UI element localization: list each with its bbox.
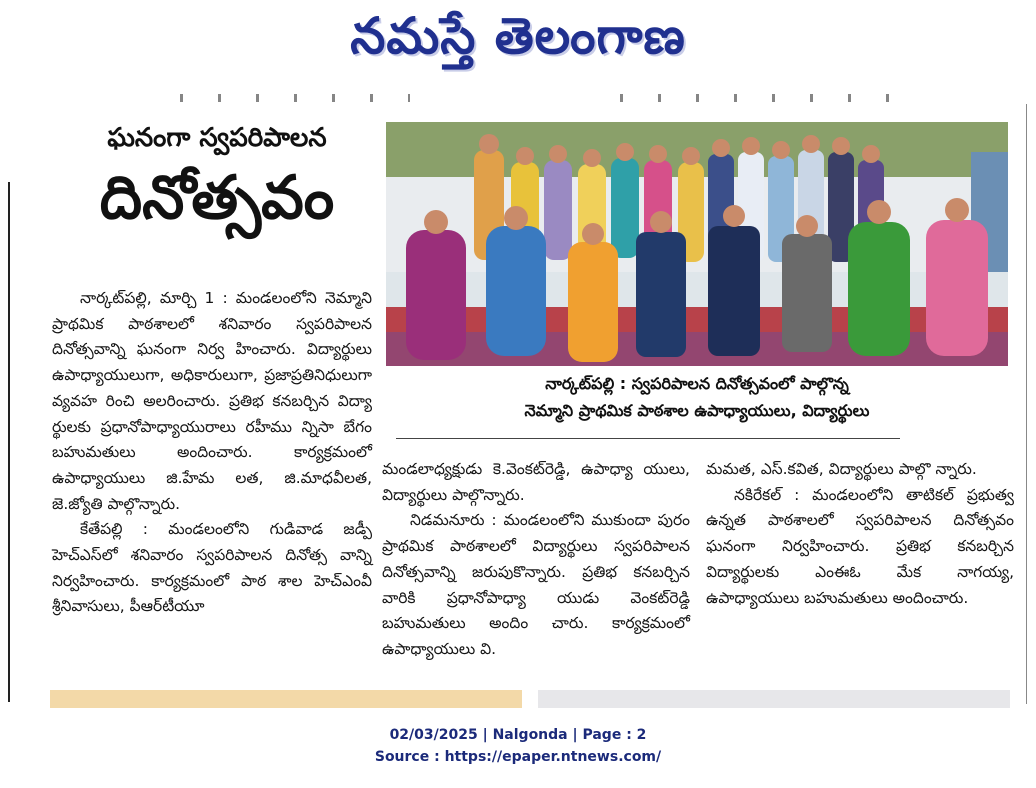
- article-paragraph: నకిరేకల్ : మండలంలోని తాటికల్ ప్రభుత్వ ఉన్నత పాఠశాలలో స్వపరిపాలన దినోత్సవం ఘనంగా నిర్వహించారు. ప్రతిభ కనబర్చిన విద్యార్థులకు ఎంఈఓ మేక నాగయ్య, ఉపాధ్యాయులు బహుమతులు అందించారు.: [706, 485, 1014, 607]
- footer-source-link[interactable]: Source : https://epaper.ntnews.com/: [374, 749, 662, 765]
- article-paragraph: నిడమనూరు : మండలంలోని ముకుందా పురం ప్రాథమిక పాఠశాలలో విద్యార్థులు స్వపరిపాలన దినోత్సవాన్ని జరుపుకొన్నారు. ప్రతిభ కనబర్చిన వారికి ప్రధానోపాధ్యా యుడు వెంకట్‌రెడ్డి బహుమతులు అందిం చారు. కార్యక్రమంలో ఉపాధ్యాయులు వి.: [382, 511, 690, 658]
- article-paragraph: నార్కట్‌పల్లి, మార్చి 1 : మండలంలోని నెమ్మాని ప్రాథమిక పాఠశాలలో శనివారం స్వపరిపాలన దినోత్సవాన్ని ఘనంగా నిర్వ హించారు. విద్యార్థులు ఉపాధ్యాయులుగా, అధికారులుగా, ప్రజాప్రతినిధులుగా వ్యవహ రించి అలరించారు. ప్రతిభ కనబర్చిన విద్యా ర్థులకు ప్రధానోపాధ్యాయురాలు రహీము న్నిసా బేగం బహుమతులు అందించారు. కార్యక్రమంలో ఉపాధ్యాయులు జి.హేమ లత, జి.మాధవీలత, జె.జ్యోతి పాల్గొన్నారు.: [52, 289, 372, 513]
- caption-line-2: నెమ్మాని ప్రాథమిక పాఠశాల ఉపాధ్యాయులు, విద్యార్థులు: [524, 401, 870, 420]
- epaper-footer: [0, 724, 1036, 768]
- article-paragraph: మమత, ఎస్.కవిత, విద్యార్థులు పాల్గొ న్నారు.: [706, 460, 977, 478]
- cut-edge-top-left: [180, 94, 410, 102]
- article-paragraph: మండలాధ్యక్షుడు కె.వెంకట్‌రెడ్డి, ఉపాధ్యా యులు, విద్యార్థులు పాల్గొన్నారు.: [382, 460, 690, 504]
- left-border-line: [8, 182, 10, 702]
- next-article-image-right: [538, 690, 1010, 708]
- article-column-1: [52, 286, 372, 620]
- caption-divider: [396, 438, 900, 439]
- cut-edge-top-right: [620, 94, 920, 102]
- masthead-logo: నమస్తే తెలంగాణ: [350, 6, 686, 65]
- photo-caption: [386, 370, 1008, 424]
- article-paragraph: కేతేపల్లి : మండలంలోని గుడివాడ జడ్పీ హెచ్ఎస్‌లో శనివారం స్వపరిపాలన దినోత్స వాన్ని నిర్వహించారు. కార్యక్రమంలో పాఠ శాల హెచ్ఎంవీ శ్రీనివాసులు, పీఆర్‌టీయూ: [52, 520, 372, 616]
- headline-block: [52, 120, 382, 240]
- headline-kicker: ఘనంగా స్వపరిపాలన: [107, 123, 327, 153]
- right-border-line: [1026, 104, 1027, 704]
- footer-date-edition: 02/03/2025 | Nalgonda | Page : 2: [389, 727, 647, 743]
- article-column-3: [706, 457, 1014, 611]
- news-photo: [386, 122, 1008, 366]
- article-column-2: [382, 457, 690, 663]
- headline-main: దినోత్సవం: [99, 163, 335, 233]
- group-photo-illustration: [386, 122, 1008, 366]
- next-article-image-left: [50, 690, 522, 708]
- newspaper-masthead: [0, 0, 1036, 84]
- caption-line-1: నార్కట్‌పల్లి : స్వపరిపాలన దినోత్సవంలో పాల్గొన్న: [545, 374, 849, 393]
